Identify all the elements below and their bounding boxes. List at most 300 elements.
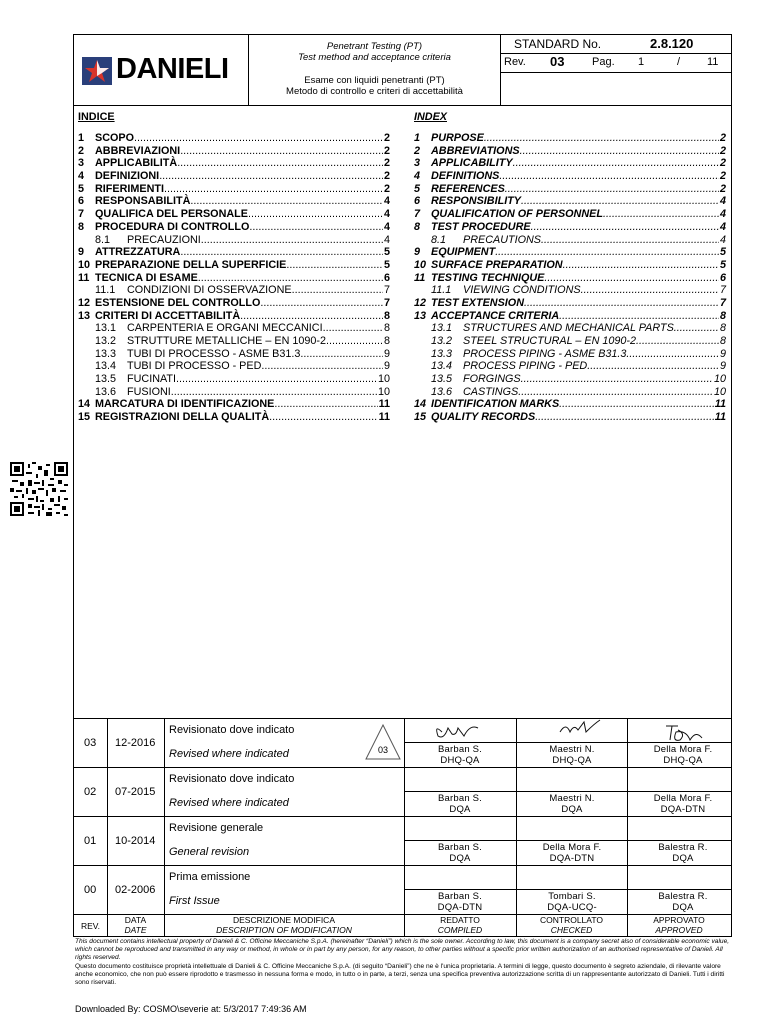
toc-subnumber: 13.1: [95, 322, 117, 335]
toc-label: QUALITY RECORDS: [431, 411, 536, 424]
toc-leader-dots: [531, 221, 719, 234]
toc-page: 11: [714, 411, 726, 424]
rev-description-en: First Issue: [169, 895, 220, 907]
toc-leader-dots: [484, 132, 719, 145]
toc-label: REGISTRAZIONI DELLA QUALITÀ: [95, 411, 270, 424]
toc-subnumber: 13.5: [431, 373, 453, 386]
toc-number: 10: [78, 258, 91, 271]
toc-entry[interactable]: [414, 145, 726, 158]
toc-label: TEST PROCEDURE: [431, 220, 531, 233]
toc-indent: [78, 284, 95, 297]
toc-page: 9: [383, 347, 390, 360]
toc-entry[interactable]: [414, 183, 726, 196]
toc-label: VIEWING CONDITIONS: [463, 284, 581, 297]
toc-entry[interactable]: [78, 297, 390, 310]
toc-leader-dots: [177, 157, 383, 170]
toc-leader-dots: [544, 272, 719, 285]
toc-number: 7: [78, 208, 85, 221]
toc-entry[interactable]: [78, 195, 390, 208]
toc-italian: [78, 111, 390, 424]
col-header-checked-en: CHECKED: [550, 925, 593, 935]
toc-entry[interactable]: [414, 259, 726, 272]
toc-entry[interactable]: [78, 183, 390, 196]
toc-leader-dots: [260, 297, 383, 310]
toc-leader-dots: [581, 284, 719, 297]
toc-number: 4: [414, 170, 421, 183]
toc-entry[interactable]: [78, 411, 390, 424]
toc-number: 8: [414, 220, 421, 233]
col-header-checked-it: CONTROLLATO: [540, 915, 603, 925]
toc-leader-dots: [326, 335, 383, 348]
toc-indent: [414, 386, 431, 399]
toc-leader-dots: [180, 145, 383, 158]
signer-name: Balestra R.: [658, 842, 708, 853]
toc-page: 6: [383, 271, 390, 284]
rev-number: 01: [84, 835, 97, 847]
toc-number: 14: [414, 398, 427, 411]
toc-leader-dots: [499, 170, 719, 183]
qr-code: [10, 462, 68, 516]
signer-name: Barban S.: [437, 744, 483, 755]
signer-department: DQA: [449, 853, 471, 864]
signer-name: Della Mora F.: [653, 793, 713, 804]
toc-indent: [414, 360, 431, 373]
toc-label: RESPONSABILITÀ: [95, 195, 191, 208]
toc-page: 8: [383, 322, 390, 335]
signer-department: DQA-DTN: [437, 902, 483, 913]
rev-description-en: Revised where indicated: [169, 748, 289, 760]
title-it-line-1: Esame con liquidi penetranti (PT): [304, 75, 445, 86]
toc-label: DEFINITIONS: [431, 170, 500, 183]
toc-indent: [78, 386, 95, 399]
rev-number: 00: [84, 884, 97, 896]
toc-label: ESTENSIONE DEL CONTROLLO: [95, 296, 261, 309]
toc-label: CASTINGS: [463, 385, 519, 398]
toc-page: 8: [719, 309, 726, 322]
toc-page: 2: [383, 182, 390, 195]
toc-label: TUBI DI PROCESSO - PED: [127, 360, 262, 373]
toc-number: 3: [414, 157, 421, 170]
toc-subnumber: 11.1: [431, 284, 452, 297]
toc-entry[interactable]: [78, 259, 390, 272]
toc-leader-dots: [587, 360, 719, 373]
toc-page: 10: [713, 373, 726, 386]
sig-dellamora-signature-icon: [74, 718, 731, 748]
toc-page: 4: [719, 233, 726, 246]
title-en-line-2: Test method and acceptance criteria: [298, 52, 451, 63]
toc-number: 2: [78, 144, 85, 157]
col-header-desc-it: DESCRIZIONE MODIFICA: [232, 915, 335, 925]
toc-page: 2: [383, 170, 390, 183]
signer-department: DHQ-QA: [552, 755, 592, 766]
toc-entry[interactable]: [414, 170, 726, 183]
toc-label: REFERENCES: [431, 182, 505, 195]
toc-indent: [414, 373, 431, 386]
toc-leader-dots: [134, 132, 383, 145]
toc-page: 2: [383, 144, 390, 157]
page-separator: /: [677, 56, 681, 68]
toc-subnumber: 13.4: [95, 360, 117, 373]
toc-page: 2: [719, 157, 726, 170]
toc-page: 9: [383, 360, 390, 373]
toc-leader-dots: [171, 386, 377, 399]
toc-number: 13: [414, 309, 427, 322]
toc-leader-dots: [521, 373, 713, 386]
toc-entry[interactable]: [78, 310, 390, 323]
toc-page: 2: [383, 157, 390, 170]
rev-description-it: Revisione generale: [169, 822, 264, 834]
toc-label: STEEL STRUCTURAL – EN 1090-2: [463, 335, 637, 347]
toc-number: 7: [414, 208, 421, 221]
toc-label: STRUCTURES AND MECHANICAL PARTS: [463, 322, 674, 335]
toc-entry[interactable]: [414, 132, 726, 145]
toc-entry[interactable]: [78, 348, 390, 361]
toc-entry[interactable]: [78, 157, 390, 170]
toc-page: 7: [383, 284, 390, 297]
toc-leader-dots: [176, 373, 377, 386]
toc-label: TUBI DI PROCESSO - ASME B31.3: [127, 347, 301, 360]
signer-name: Balestra R.: [658, 891, 708, 902]
toc-number: 2: [414, 144, 421, 157]
toc-label: IDENTIFICATION MARKS: [431, 398, 560, 411]
toc-leader-dots: [636, 335, 719, 348]
toc-label: TESTING TECHNIQUE: [431, 271, 545, 284]
toc-leader-dots: [180, 246, 383, 259]
toc-label: CARPENTERIA E ORGANI MECCANICI: [127, 322, 323, 335]
download-stamp: Downloaded By: COSMO\severie at: 5/3/2017 7:49:36 AM: [75, 1004, 307, 1014]
toc-entry[interactable]: [414, 221, 726, 234]
toc-indent: [78, 322, 95, 335]
toc-entry[interactable]: [414, 272, 726, 285]
toc-subnumber: 13.1: [431, 322, 453, 335]
toc-english: [414, 111, 726, 424]
signer-department: DQA: [449, 804, 471, 815]
toc-page: 11: [378, 411, 390, 424]
standard-number: 2.8.120: [650, 36, 694, 51]
col-header-compiled-it: REDATTO: [440, 915, 480, 925]
toc-page: 4: [719, 208, 726, 221]
rev-date: 12-2016: [115, 737, 156, 749]
toc-label: CONDIZIONI DI OSSERVAZIONE: [127, 284, 292, 297]
toc-label: MARCATURA DI IDENTIFICAZIONE: [95, 398, 275, 411]
toc-page: 2: [719, 132, 726, 144]
toc-leader-dots: [323, 322, 383, 335]
toc-entry[interactable]: [414, 297, 726, 310]
toc-label: PURPOSE: [431, 132, 484, 144]
toc-leader-dots: [190, 195, 383, 208]
toc-leader-dots: [164, 183, 383, 196]
col-header-compiled-en: COMPILED: [437, 925, 483, 935]
signer-department: DQA-UCQ-: [547, 902, 597, 913]
toc-label: ABBREVIAZIONI: [95, 144, 181, 157]
toc-label: PROCESS PIPING - PED: [463, 360, 588, 373]
toc-entry[interactable]: [78, 322, 390, 335]
toc-leader-dots: [603, 208, 719, 221]
toc-leader-dots: [626, 348, 719, 361]
toc-page: 6: [719, 271, 726, 284]
toc-entry[interactable]: [78, 145, 390, 158]
toc-page: 7: [383, 296, 390, 309]
toc-indent: [414, 234, 431, 247]
toc-entry[interactable]: [414, 373, 726, 386]
toc-label: FUSIONI: [127, 385, 171, 398]
toc-leader-dots: [274, 398, 377, 411]
col-header-date: DATE: [124, 925, 147, 935]
toc-label: APPLICABILITY: [431, 157, 513, 170]
footnote-it: Questo documento costituisce proprietà intellettuale di Danieli & C. Officine Meccaniche S.p.A. (di seguito “Danieli”) che ne è l'unica proprietaria. A termini di legge, questo documento è segreto aziendale, di rilevante valore anche economico, che non può essere riprodotto e trasmesso in nessuna forma e modo, in tutto o in parte, a terzi, senza una specifica preventiva autorizzazione scritta di un rappresentante autorizzato di Danieli. Tutti i diritti sono riservati.: [75, 962, 725, 987]
toc-number: 4: [78, 170, 85, 183]
toc-indent: [414, 322, 431, 335]
footnote-en: This document contains intellectual property of Danieli & C. Officine Meccaniche S.p.A. (hereinafter “Danieli”) which is the sole owner. According to law, this document is a company secret also of considerable economic value, which cannot be reproduced and transmitted in any way or method, in whole or in part by any person, for any reason, to other parties without a specific prior written authorization of an authorised representative of Danieli. All rights reserved.: [75, 938, 730, 962]
toc-entry[interactable]: [414, 284, 726, 297]
toc-entry[interactable]: [78, 360, 390, 373]
toc-leader-dots: [261, 360, 383, 373]
toc-subnumber: 13.6: [95, 385, 117, 398]
toc-leader-dots: [513, 157, 719, 170]
signer-department: DHQ-QA: [663, 755, 703, 766]
signer-department: DQA: [561, 804, 583, 815]
toc-entry[interactable]: [414, 322, 726, 335]
toc-label: CRITERI DI ACCETTABILITÀ: [95, 309, 241, 322]
toc-subnumber: 8.1: [431, 233, 447, 246]
toc-page: 8: [383, 335, 390, 347]
toc-entry[interactable]: [414, 208, 726, 221]
toc-number: 1: [414, 132, 421, 144]
toc-leader-dots: [674, 322, 719, 335]
toc-page: 10: [377, 385, 390, 398]
toc-entry[interactable]: [78, 234, 390, 247]
toc-label: ABBREVIATIONS: [431, 144, 520, 157]
toc-page: 4: [383, 208, 390, 221]
toc-number: 1: [78, 132, 85, 144]
toc-number: 10: [414, 258, 427, 271]
toc-label: PREPARAZIONE DELLA SUPERFICIE: [95, 258, 287, 271]
toc-entry[interactable]: [414, 246, 726, 259]
rev-description-it: Revisionato dove indicato: [169, 773, 295, 785]
toc-number: 11: [78, 271, 90, 284]
rev-label: Rev.: [504, 56, 526, 68]
toc-page: 10: [377, 373, 390, 386]
toc-entry[interactable]: [78, 335, 390, 348]
toc-entry[interactable]: [78, 398, 390, 411]
toc-number: 5: [414, 182, 421, 195]
standard-label: STANDARD No.: [514, 37, 602, 51]
toc-entry[interactable]: [414, 398, 726, 411]
toc-entry[interactable]: [414, 234, 726, 247]
rev-date: 07-2015: [115, 786, 156, 798]
toc-label: SURFACE PREPARATION: [431, 258, 563, 271]
signer-name: Della Mora F.: [542, 842, 602, 853]
toc-leader-dots: [240, 310, 383, 323]
title-en-line-1: Penetrant Testing (PT): [326, 41, 423, 52]
toc-entry[interactable]: [78, 272, 390, 285]
toc-label: FUCINATI: [127, 373, 176, 386]
toc-page: 5: [383, 258, 390, 271]
toc-entry[interactable]: [78, 132, 390, 145]
toc-number: 9: [414, 246, 421, 259]
rev-description-it: Prima emissione: [169, 871, 251, 883]
toc-number: 6: [414, 195, 421, 208]
toc-entry[interactable]: [78, 170, 390, 183]
toc-entry[interactable]: [78, 386, 390, 399]
toc-leader-dots: [201, 234, 383, 247]
page-current: 1: [638, 56, 645, 68]
toc-number: 12: [414, 296, 427, 309]
toc-page: 4: [383, 220, 390, 233]
toc-leader-dots: [563, 259, 719, 272]
toc-entry[interactable]: [78, 246, 390, 259]
toc-leader-dots: [505, 183, 719, 196]
col-header-desc-en: DESCRIPTION OF MODIFICATION: [216, 925, 352, 935]
toc-page: 4: [719, 195, 726, 208]
rev-description-it: Revisionato dove indicato: [169, 724, 295, 736]
rev-number: 03: [84, 737, 97, 749]
toc-page: 2: [719, 182, 726, 195]
toc-subnumber: 13.6: [431, 385, 453, 398]
danieli-logo: [82, 55, 242, 87]
toc-leader-dots: [518, 386, 713, 399]
toc-label: TECNICA DI ESAME: [95, 271, 198, 284]
rev-date: 02-2006: [115, 884, 156, 896]
toc-subnumber: 13.3: [431, 347, 453, 360]
signer-department: DQA-DTN: [549, 853, 595, 864]
signer-name: Barban S.: [437, 891, 483, 902]
toc-leader-dots: [559, 398, 714, 411]
toc-page: 2: [719, 170, 726, 183]
col-header-rev: REV.: [80, 921, 101, 931]
toc-leader-dots: [249, 221, 383, 234]
toc-page: 11: [714, 398, 726, 411]
page-total: 11: [707, 56, 719, 68]
toc-subnumber: 11.1: [95, 284, 116, 297]
col-header-approved-it: APPROVATO: [653, 915, 705, 925]
document-title: [249, 41, 500, 97]
toc-label: RIFERIMENTI: [95, 182, 164, 195]
signer-name: Maestri N.: [549, 793, 595, 804]
toc-title-en: INDEX: [414, 111, 447, 123]
toc-subnumber: 13.2: [431, 335, 453, 347]
toc-page: 11: [378, 398, 390, 411]
toc-entry[interactable]: [414, 411, 726, 424]
signer-name: Barban S.: [437, 842, 483, 853]
toc-entry[interactable]: [414, 348, 726, 361]
document-frame: [73, 34, 732, 937]
toc-leader-dots: [521, 195, 719, 208]
toc-indent: [78, 234, 95, 247]
toc-page: 7: [719, 296, 726, 309]
toc-page: 8: [719, 322, 726, 335]
star-logo-icon: [82, 57, 112, 85]
toc-page: 4: [383, 195, 390, 208]
toc-subnumber: 13.3: [95, 347, 117, 360]
toc-indent: [78, 335, 95, 348]
toc-leader-dots: [198, 272, 383, 285]
signer-name: Della Mora F.: [653, 744, 713, 755]
toc-page: 2: [383, 132, 390, 144]
toc-label: RESPONSIBILITY: [431, 195, 521, 208]
toc-number: 15: [78, 411, 91, 424]
toc-page: 2: [719, 144, 726, 157]
toc-indent: [78, 373, 95, 386]
toc-entry[interactable]: [414, 360, 726, 373]
toc-indent: [414, 284, 431, 297]
toc-entry[interactable]: [414, 386, 726, 399]
toc-page: 5: [719, 246, 726, 259]
toc-label: SCOPO: [95, 132, 134, 144]
toc-entry[interactable]: [414, 195, 726, 208]
rev-description-en: General revision: [169, 846, 250, 858]
toc-label: APPLICABILITÀ: [95, 157, 178, 170]
company-name: DANIELI: [116, 53, 229, 85]
toc-subnumber: 13.5: [95, 373, 117, 386]
toc-number: 11: [414, 271, 426, 284]
signer-department: DHQ-QA: [440, 755, 480, 766]
toc-page: 7: [719, 284, 726, 297]
toc-entry[interactable]: [78, 284, 390, 297]
signer-name: Maestri N.: [549, 744, 595, 755]
toc-leader-dots: [269, 411, 377, 424]
toc-entry[interactable]: [414, 310, 726, 323]
toc-entry[interactable]: [414, 157, 726, 170]
toc-page: 5: [383, 246, 390, 259]
toc-page: 5: [719, 258, 726, 271]
toc-label: DEFINIZIONI: [95, 170, 160, 183]
toc-subnumber: 13.2: [95, 335, 117, 347]
toc-label: STRUTTURE METALLICHE – EN 1090-2: [127, 335, 326, 347]
toc-leader-dots: [292, 284, 383, 297]
toc-indent: [78, 348, 95, 361]
toc-subnumber: 8.1: [95, 233, 111, 246]
toc-leader-dots: [520, 145, 719, 158]
toc-number: 3: [78, 157, 85, 170]
toc-leader-dots: [541, 234, 719, 247]
toc-label: PROCESS PIPING - ASME B31.3: [463, 347, 627, 360]
toc-number: 15: [414, 411, 427, 424]
toc-entry[interactable]: [78, 221, 390, 234]
col-header-data: DATA: [124, 915, 147, 925]
toc-label: ATTREZZATURA: [95, 246, 181, 259]
toc-label: QUALIFICA DEL PERSONALE: [95, 208, 248, 221]
rev-number: 02: [84, 786, 97, 798]
title-it-line-2: Metodo di controllo e criteri di accettabilità: [286, 86, 463, 97]
confidentiality-notice: [75, 938, 735, 987]
toc-entry[interactable]: [78, 373, 390, 386]
signer-department: DQA: [672, 853, 694, 864]
toc-entry[interactable]: [414, 335, 726, 348]
toc-number: 6: [78, 195, 85, 208]
toc-leader-dots: [300, 348, 383, 361]
rev-description-en: Revised where indicated: [169, 797, 289, 809]
toc-page: 8: [383, 309, 390, 322]
page-label: Pag.: [592, 56, 615, 68]
rev-number: 03: [550, 54, 565, 69]
toc-leader-dots: [524, 297, 719, 310]
toc-title-it: INDICE: [78, 111, 115, 123]
toc-entry[interactable]: [78, 208, 390, 221]
toc-page: 4: [383, 233, 390, 246]
signer-name: Barban S.: [437, 793, 483, 804]
toc-label: EQUIPMENT: [431, 246, 496, 259]
toc-leader-dots: [286, 259, 383, 272]
toc-page: 4: [719, 220, 726, 233]
col-header-approved-en: APPROVED: [655, 925, 703, 935]
toc-number: 13: [78, 309, 91, 322]
toc-leader-dots: [535, 411, 714, 424]
toc-number: 9: [78, 246, 85, 259]
toc-label: ACCEPTANCE CRITERIA: [431, 309, 560, 322]
signer-department: DQA-DTN: [660, 804, 706, 815]
toc-label: FORGINGS: [463, 373, 521, 386]
